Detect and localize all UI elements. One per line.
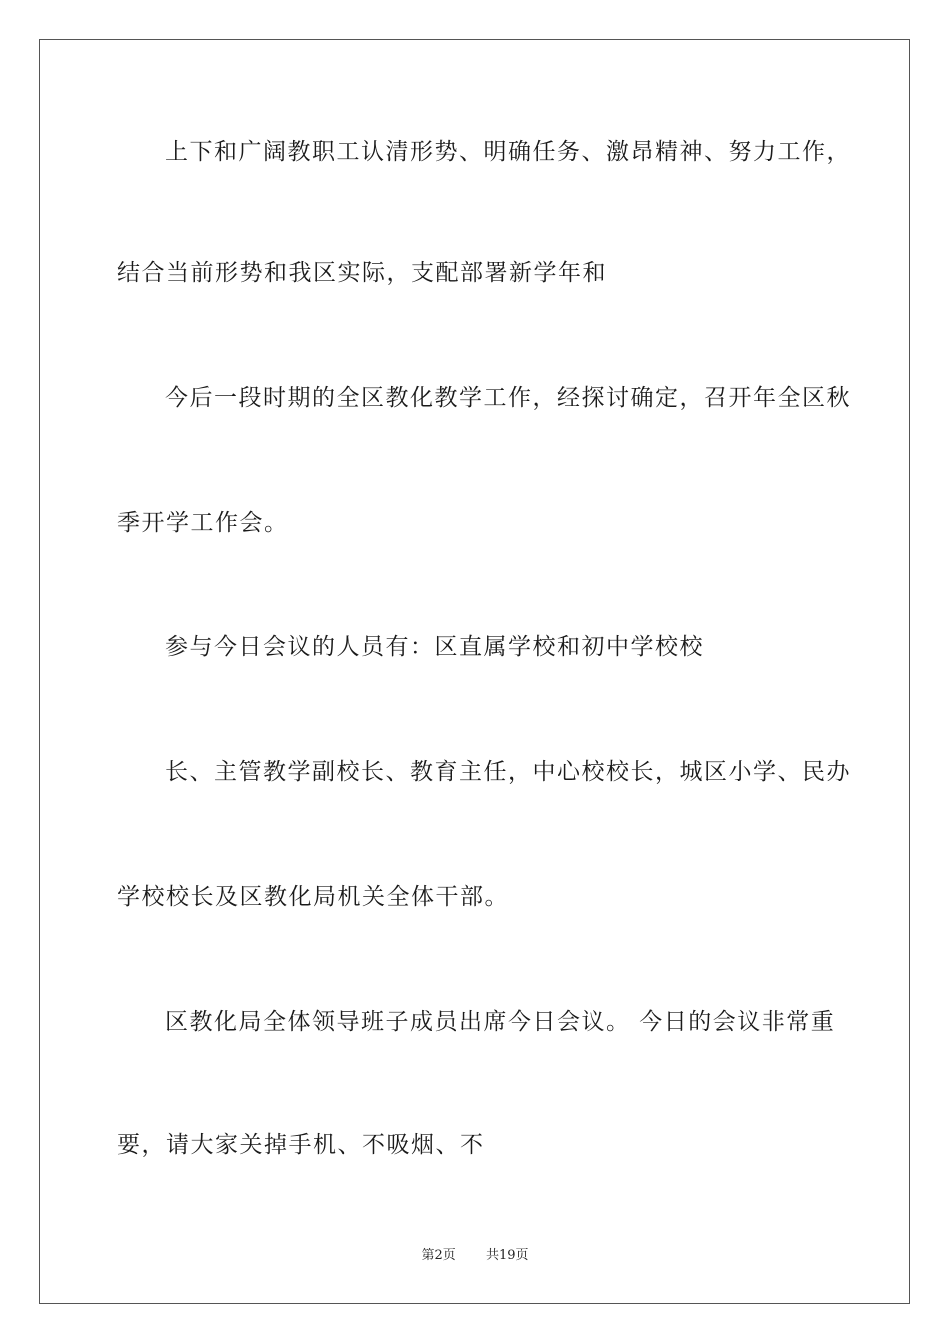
- paragraph-line-9: 要，请大家关掉手机、不吸烟、不: [117, 1132, 485, 1158]
- page-number: 第2页: [421, 1248, 456, 1263]
- paragraph-line-5: 参与今日会议的人员有：区直属学校和初中学校校: [165, 634, 704, 660]
- page-footer: [0, 1247, 950, 1265]
- paragraph-line-7: 学校校长及区教化局机关全体干部。: [117, 884, 509, 910]
- page-border: [39, 39, 910, 1304]
- paragraph-line-4: 季开学工作会。: [117, 510, 289, 536]
- paragraph-line-1: 上下和广阔教职工认清形势、明确任务、激昂精神、努力工作，: [165, 139, 851, 165]
- paragraph-line-2: 结合当前形势和我区实际，支配部署新学年和: [117, 260, 607, 286]
- paragraph-line-8: 区教化局全体领导班子成员出席今日会议。 今日的会议非常重: [165, 1009, 836, 1035]
- total-pages: 共19页: [486, 1248, 529, 1263]
- paragraph-line-3: 今后一段时期的全区教化教学工作，经探讨确定，召开年全区秋: [165, 385, 851, 411]
- paragraph-line-6: 长、主管教学副校长、教育主任，中心校校长，城区小学、民办: [165, 759, 851, 785]
